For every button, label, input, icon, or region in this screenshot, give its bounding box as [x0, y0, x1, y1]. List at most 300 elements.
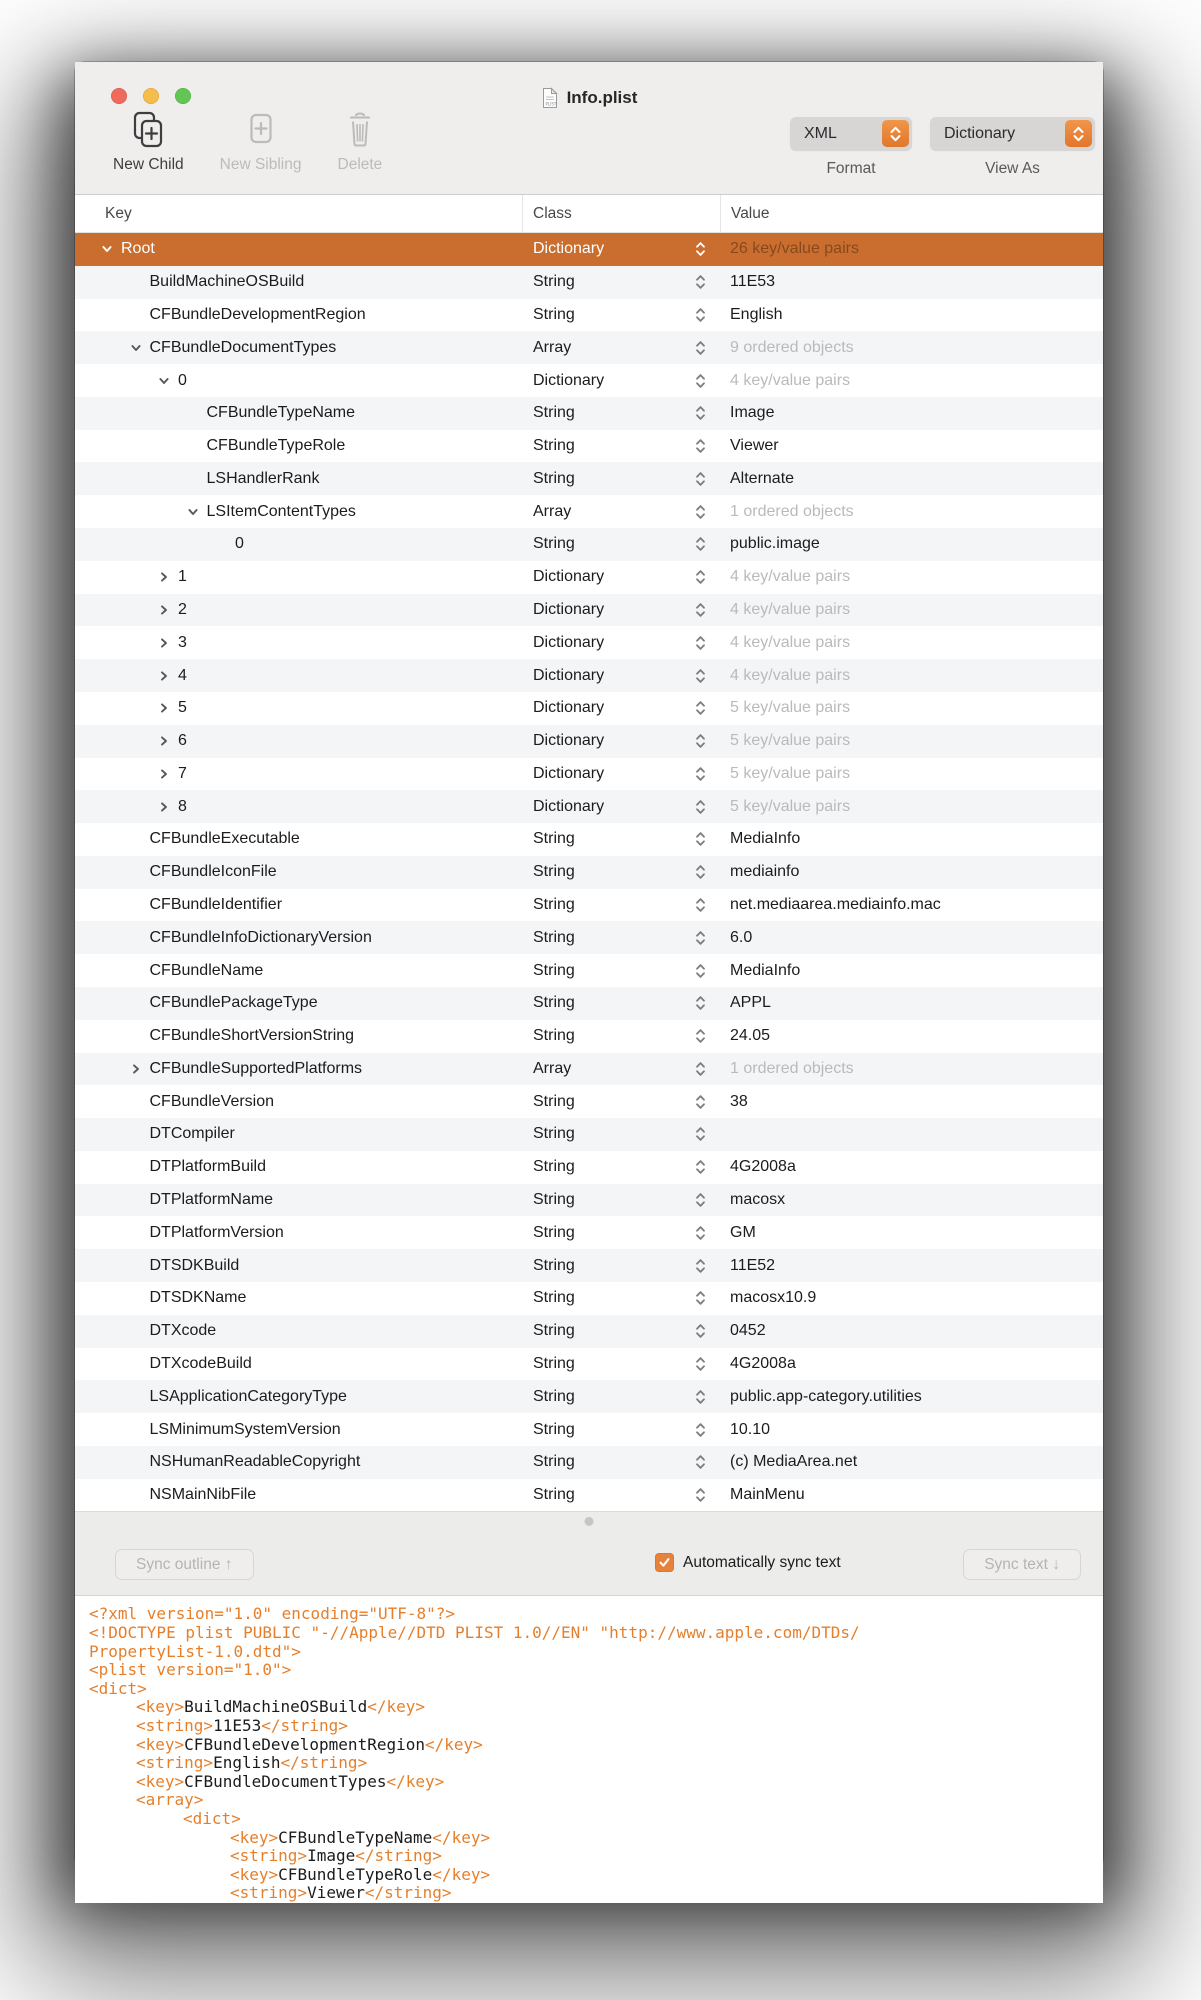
row-class-popup[interactable]	[522, 1118, 720, 1151]
stepper-arrows-icon	[695, 405, 706, 422]
stepper-arrows-icon	[695, 1421, 706, 1438]
row-value-cell[interactable]	[720, 765, 1103, 783]
row-value-cell[interactable]	[720, 1224, 1103, 1242]
row-key: NSHumanReadableCopyright	[149, 1453, 361, 1471]
new-sibling-icon	[240, 110, 282, 150]
row-value: net.mediaarea.mediainfo.mac	[730, 896, 941, 914]
row-key: LSItemContentTypes	[206, 502, 356, 520]
code-line: <string>English</string>	[136, 1753, 368, 1773]
table-row[interactable]	[75, 823, 1103, 856]
xml-source-editor[interactable]	[75, 1596, 1103, 1903]
table-row[interactable]	[75, 1479, 1103, 1512]
disclosure-chevron-icon[interactable]	[155, 570, 176, 584]
row-class-popup[interactable]	[522, 987, 720, 1020]
row-value-cell[interactable]	[720, 1388, 1103, 1406]
indent-spacer	[75, 905, 127, 906]
table-row[interactable]	[75, 495, 1103, 528]
table-row[interactable]	[75, 1282, 1103, 1315]
row-value-cell[interactable]	[720, 1027, 1103, 1045]
disclosure-chevron-icon[interactable]	[184, 505, 205, 519]
row-value-cell[interactable]	[720, 962, 1103, 980]
row-key-cell	[75, 856, 522, 889]
indent-spacer	[75, 380, 155, 381]
row-key-cell	[75, 594, 522, 627]
row-class-popup[interactable]	[522, 659, 720, 692]
popup-arrows-icon	[1065, 120, 1092, 147]
row-class-popup[interactable]	[522, 1446, 720, 1479]
row-key-cell	[75, 430, 522, 463]
stepper-arrows-icon	[695, 1126, 706, 1143]
row-class-popup[interactable]	[522, 921, 720, 954]
row-key-cell	[75, 626, 522, 659]
table-row[interactable]	[75, 1118, 1103, 1151]
row-key-cell	[75, 1085, 522, 1118]
table-row[interactable]	[75, 1413, 1103, 1446]
stepper-arrows-icon	[695, 929, 706, 946]
row-value: English	[730, 305, 783, 323]
row-key-cell	[75, 692, 522, 725]
delete-button	[338, 110, 383, 174]
column-header-value: Value	[720, 195, 1103, 232]
row-value: public.app-category.utilities	[730, 1387, 922, 1405]
table-row[interactable]	[75, 1151, 1103, 1184]
row-key: 4	[178, 666, 187, 684]
row-value-cell[interactable]	[720, 667, 1103, 685]
row-key: LSApplicationCategoryType	[149, 1387, 347, 1405]
stepper-arrows-icon	[695, 1257, 706, 1274]
row-class-popup[interactable]	[522, 1479, 720, 1512]
row-class-popup[interactable]	[522, 1282, 720, 1315]
row-value-cell[interactable]	[720, 503, 1103, 521]
row-class-popup[interactable]	[522, 331, 720, 364]
table-row[interactable]	[75, 462, 1103, 495]
auto-sync-label: Automatically sync text	[683, 1553, 841, 1571]
indent-spacer	[75, 1167, 127, 1168]
new-child-button[interactable]	[113, 110, 184, 174]
table-row[interactable]	[75, 594, 1103, 627]
row-key-cell	[75, 462, 522, 495]
row-class-popup[interactable]	[522, 1216, 720, 1249]
new-child-icon	[127, 110, 169, 150]
row-class-popup[interactable]	[522, 790, 720, 823]
table-row[interactable]	[75, 1315, 1103, 1348]
row-value: 6.0	[730, 928, 753, 946]
row-value-cell[interactable]	[720, 404, 1103, 422]
disclosure-chevron-icon[interactable]	[155, 701, 176, 715]
row-key: DTPlatformBuild	[149, 1158, 266, 1176]
row-class-popup[interactable]	[522, 299, 720, 332]
auto-sync-group	[655, 1553, 841, 1572]
indent-spacer	[75, 937, 127, 938]
row-key-cell	[75, 1413, 522, 1446]
row-value: 4G2008a	[730, 1354, 796, 1372]
window-title: Info.plist	[566, 88, 638, 107]
row-class-popup[interactable]	[522, 692, 720, 725]
row-key-cell	[75, 1282, 522, 1315]
row-class-popup[interactable]	[522, 1085, 720, 1118]
disclosure-chevron-icon[interactable]	[155, 800, 176, 814]
disclosure-chevron-icon[interactable]	[127, 1062, 148, 1076]
row-key: CFBundleShortVersionString	[149, 1027, 355, 1045]
table-row[interactable]	[75, 1348, 1103, 1381]
row-key-cell	[75, 1151, 522, 1184]
row-key: DTXcodeBuild	[149, 1354, 252, 1372]
disclosure-chevron-icon[interactable]	[155, 636, 176, 650]
row-key-cell	[75, 1446, 522, 1479]
indent-spacer	[75, 1265, 127, 1266]
row-value: 5 key/value pairs	[730, 732, 851, 750]
row-value: macosx10.9	[730, 1289, 817, 1307]
view-as-popup-value: Dictionary	[944, 124, 1016, 142]
table-row[interactable]	[75, 692, 1103, 725]
row-class: String	[533, 1289, 575, 1307]
row-class: String	[533, 437, 575, 455]
plist-editor-window	[75, 62, 1103, 1903]
row-value: 4 key/value pairs	[730, 666, 851, 684]
row-class-popup[interactable]	[522, 1380, 720, 1413]
row-class: Dictionary	[533, 666, 605, 684]
stepper-arrows-icon	[695, 1323, 706, 1340]
row-key-cell	[75, 725, 522, 758]
row-key-cell	[75, 823, 522, 856]
row-value-cell[interactable]	[720, 240, 1103, 258]
auto-sync-checkbox[interactable]	[655, 1553, 674, 1572]
row-class-popup[interactable]	[522, 397, 720, 430]
view-as-popup[interactable]	[930, 117, 1095, 150]
row-class-popup[interactable]	[522, 1413, 720, 1446]
code-line: PropertyList-1.0.dtd">	[89, 1641, 301, 1661]
stepper-arrows-icon	[695, 995, 706, 1012]
row-value: 5 key/value pairs	[730, 797, 851, 815]
row-value: macosx	[730, 1191, 786, 1209]
indent-spacer	[75, 1363, 127, 1364]
row-class: String	[533, 273, 575, 291]
stepper-arrows-icon	[695, 241, 706, 258]
row-class-popup[interactable]	[522, 954, 720, 987]
new-sibling-button	[220, 110, 302, 174]
toolbar-right-group	[790, 117, 1095, 178]
row-class-popup[interactable]	[522, 856, 720, 889]
code-line: <string>Image</string>	[230, 1846, 442, 1866]
row-value-cell[interactable]	[720, 896, 1103, 914]
row-class-popup[interactable]	[522, 528, 720, 561]
row-key-cell	[75, 561, 522, 594]
row-value: APPL	[730, 994, 771, 1012]
row-value: 4 key/value pairs	[730, 633, 851, 651]
indent-spacer	[75, 1134, 127, 1135]
row-key-cell	[75, 397, 522, 430]
row-key: CFBundleIconFile	[149, 863, 277, 881]
disclosure-chevron-icon[interactable]	[155, 603, 176, 617]
row-value-cell[interactable]	[720, 1453, 1103, 1471]
row-class-popup[interactable]	[522, 462, 720, 495]
view-as-popup-group	[930, 117, 1095, 178]
table-header	[75, 195, 1103, 233]
table-row[interactable]	[75, 856, 1103, 889]
indent-spacer	[75, 1036, 127, 1037]
row-value-cell[interactable]	[720, 1093, 1103, 1111]
row-class: String	[533, 1486, 575, 1504]
sync-outline-button: Sync outline ↑	[115, 1549, 254, 1580]
code-line: <key>CFBundleTypeName</key>	[230, 1827, 491, 1847]
delete-label: Delete	[337, 156, 383, 173]
disclosure-chevron-icon[interactable]	[155, 669, 176, 683]
table-row[interactable]	[75, 528, 1103, 561]
stepper-arrows-icon	[695, 569, 706, 586]
row-value: 4 key/value pairs	[730, 600, 851, 618]
indent-spacer	[75, 511, 184, 512]
sync-text-button: Sync text ↓	[963, 1549, 1081, 1580]
row-class: String	[533, 469, 575, 487]
row-class-popup[interactable]	[522, 364, 720, 397]
row-value: public.image	[730, 535, 820, 553]
table-row[interactable]	[75, 430, 1103, 463]
stepper-arrows-icon	[695, 438, 706, 455]
row-class: String	[533, 1125, 575, 1143]
row-value: 5 key/value pairs	[730, 764, 851, 782]
table-row[interactable]	[75, 1053, 1103, 1086]
row-key: 3	[178, 633, 187, 651]
row-class-popup[interactable]	[522, 1184, 720, 1217]
row-key: 6	[178, 732, 187, 750]
row-class-popup[interactable]	[522, 1315, 720, 1348]
row-value-cell[interactable]	[720, 1355, 1103, 1373]
row-class-popup[interactable]	[522, 561, 720, 594]
stepper-arrows-icon	[695, 733, 706, 750]
row-value-cell[interactable]	[720, 1158, 1103, 1176]
row-key: DTPlatformName	[149, 1191, 274, 1209]
table-row[interactable]	[75, 1249, 1103, 1282]
indent-spacer	[75, 839, 127, 840]
row-class-popup[interactable]	[522, 725, 720, 758]
row-class-popup[interactable]	[522, 594, 720, 627]
indent-spacer	[75, 609, 155, 610]
row-class-popup[interactable]	[522, 823, 720, 856]
popup-arrows-icon	[882, 120, 909, 147]
row-class: String	[533, 535, 575, 553]
row-value-cell[interactable]	[720, 339, 1103, 357]
disclosure-chevron-icon[interactable]	[155, 734, 176, 748]
stepper-arrows-icon	[695, 1159, 706, 1176]
row-value-cell[interactable]	[720, 863, 1103, 881]
row-class: String	[533, 928, 575, 946]
row-class: Dictionary	[533, 568, 605, 586]
row-key: CFBundleTypeRole	[206, 437, 346, 455]
table-row[interactable]	[75, 626, 1103, 659]
row-key: 1	[178, 568, 187, 586]
table-row[interactable]	[75, 790, 1103, 823]
row-value-cell[interactable]	[720, 1486, 1103, 1504]
row-value-cell[interactable]	[720, 798, 1103, 816]
row-class-popup[interactable]	[522, 266, 720, 299]
row-value-cell[interactable]	[720, 1289, 1103, 1307]
row-value-cell[interactable]	[720, 830, 1103, 848]
table-row[interactable]	[75, 1446, 1103, 1479]
row-key-cell	[75, 1380, 522, 1413]
stepper-arrows-icon	[695, 470, 706, 487]
row-key: CFBundleSupportedPlatforms	[149, 1059, 363, 1077]
row-value-cell[interactable]	[720, 994, 1103, 1012]
table-row[interactable]	[75, 758, 1103, 791]
indent-spacer	[75, 1495, 127, 1496]
row-key-cell	[75, 495, 522, 528]
indent-spacer	[75, 1429, 127, 1430]
stepper-arrows-icon	[695, 1290, 706, 1307]
disclosure-chevron-icon[interactable]	[155, 374, 176, 388]
row-value-cell[interactable]	[720, 1322, 1103, 1340]
row-value-cell[interactable]	[720, 470, 1103, 488]
table-row[interactable]	[75, 1216, 1103, 1249]
row-key: CFBundleIdentifier	[149, 896, 283, 914]
row-value: MediaInfo	[730, 961, 801, 979]
row-value-cell[interactable]	[720, 535, 1103, 553]
row-class: String	[533, 1223, 575, 1241]
row-class-popup[interactable]	[522, 1249, 720, 1282]
stepper-arrows-icon	[695, 962, 706, 979]
indent-spacer	[75, 446, 184, 447]
row-value: 0452	[730, 1322, 766, 1340]
row-value-cell[interactable]	[720, 306, 1103, 324]
indent-spacer	[75, 1298, 127, 1299]
table-row[interactable]	[75, 561, 1103, 594]
table-row[interactable]	[75, 397, 1103, 430]
window-title-group	[75, 86, 1103, 110]
row-class: String	[533, 1191, 575, 1209]
table-row[interactable]	[75, 659, 1103, 692]
row-value-cell[interactable]	[720, 273, 1103, 291]
row-value-cell[interactable]	[720, 601, 1103, 619]
row-value-cell[interactable]	[720, 732, 1103, 750]
code-line: <key>BuildMachineOSBuild</key>	[136, 1697, 425, 1717]
row-value-cell[interactable]	[720, 699, 1103, 717]
row-value-cell[interactable]	[720, 1191, 1103, 1209]
row-key: DTSDKName	[149, 1289, 247, 1307]
indent-spacer	[75, 872, 127, 873]
row-class: String	[533, 1354, 575, 1372]
table-row[interactable]	[75, 364, 1103, 397]
row-key-cell	[75, 1053, 522, 1086]
table-row[interactable]	[75, 987, 1103, 1020]
row-class: Dictionary	[533, 633, 605, 651]
indent-spacer	[75, 544, 212, 545]
row-key-cell	[75, 1020, 522, 1053]
row-key: CFBundleName	[149, 961, 264, 979]
table-row[interactable]	[75, 331, 1103, 364]
table-row[interactable]	[75, 233, 1103, 266]
stepper-arrows-icon	[695, 831, 706, 848]
indent-spacer	[75, 1331, 127, 1332]
row-class-popup[interactable]	[522, 889, 720, 922]
table-row[interactable]	[75, 889, 1103, 922]
row-key: CFBundleDocumentTypes	[149, 338, 337, 356]
format-popup-group	[790, 117, 912, 178]
row-class: Array	[533, 502, 572, 520]
indent-spacer	[75, 1068, 127, 1069]
row-key: BuildMachineOSBuild	[149, 273, 305, 291]
indent-spacer	[75, 577, 155, 578]
table-row[interactable]	[75, 1184, 1103, 1217]
new-child-label: New Child	[113, 156, 184, 173]
row-value: 11E53	[730, 273, 776, 291]
svg-text:PLIST: PLIST	[545, 101, 556, 107]
disclosure-chevron-icon[interactable]	[155, 767, 176, 781]
table-row[interactable]	[75, 725, 1103, 758]
row-class-popup[interactable]	[522, 1151, 720, 1184]
row-value-cell[interactable]	[720, 634, 1103, 652]
indent-spacer	[75, 675, 155, 676]
table-row[interactable]	[75, 1085, 1103, 1118]
row-class: String	[533, 404, 575, 422]
disclosure-chevron-icon[interactable]	[127, 341, 148, 355]
table-row[interactable]	[75, 299, 1103, 332]
indent-spacer	[75, 1101, 127, 1102]
row-key-cell	[75, 1216, 522, 1249]
indent-spacer	[75, 249, 98, 250]
row-value: mediainfo	[730, 863, 800, 881]
row-class-popup[interactable]	[522, 1020, 720, 1053]
row-key-cell	[75, 790, 522, 823]
checkmark-icon	[658, 1556, 671, 1569]
row-value-cell[interactable]	[720, 437, 1103, 455]
row-class: Array	[533, 1059, 572, 1077]
row-class-popup[interactable]	[522, 1348, 720, 1381]
row-key-cell	[75, 954, 522, 987]
disclosure-chevron-icon[interactable]	[98, 242, 119, 256]
table-row[interactable]	[75, 954, 1103, 987]
row-value-cell[interactable]	[720, 929, 1103, 947]
row-class-popup[interactable]	[522, 233, 720, 266]
row-class-popup[interactable]	[522, 758, 720, 791]
row-value: GM	[730, 1223, 756, 1241]
row-key: 8	[178, 797, 187, 815]
table-row[interactable]	[75, 1380, 1103, 1413]
stepper-arrows-icon	[695, 798, 706, 815]
splitter-handle[interactable]	[585, 1517, 594, 1526]
row-key-cell	[75, 987, 522, 1020]
table-row[interactable]	[75, 266, 1103, 299]
table-row[interactable]	[75, 1020, 1103, 1053]
row-value-cell[interactable]	[720, 1060, 1103, 1078]
row-value-cell[interactable]	[720, 1421, 1103, 1439]
indent-spacer	[75, 1462, 127, 1463]
row-key: 2	[178, 600, 187, 618]
row-class: String	[533, 961, 575, 979]
table-row[interactable]	[75, 921, 1103, 954]
indent-spacer	[75, 282, 127, 283]
indent-spacer	[75, 708, 155, 709]
row-key-cell	[75, 331, 522, 364]
row-key: 0	[235, 535, 244, 553]
format-popup[interactable]	[790, 117, 912, 150]
row-class-popup[interactable]	[522, 430, 720, 463]
row-class: String	[533, 1322, 575, 1340]
row-class-popup[interactable]	[522, 1053, 720, 1086]
stepper-arrows-icon	[695, 1093, 706, 1110]
row-key-cell	[75, 299, 522, 332]
row-value-cell[interactable]	[720, 568, 1103, 586]
stepper-arrows-icon	[695, 634, 706, 651]
row-value-cell[interactable]	[720, 372, 1103, 390]
row-class: String	[533, 1256, 575, 1274]
row-class: String	[533, 1158, 575, 1176]
row-value-cell[interactable]	[720, 1257, 1103, 1275]
row-value: 24.05	[730, 1027, 771, 1045]
row-key-cell	[75, 889, 522, 922]
row-class-popup[interactable]	[522, 626, 720, 659]
row-class-popup[interactable]	[522, 495, 720, 528]
row-key: Root	[121, 240, 155, 258]
row-value: 11E52	[730, 1256, 776, 1274]
